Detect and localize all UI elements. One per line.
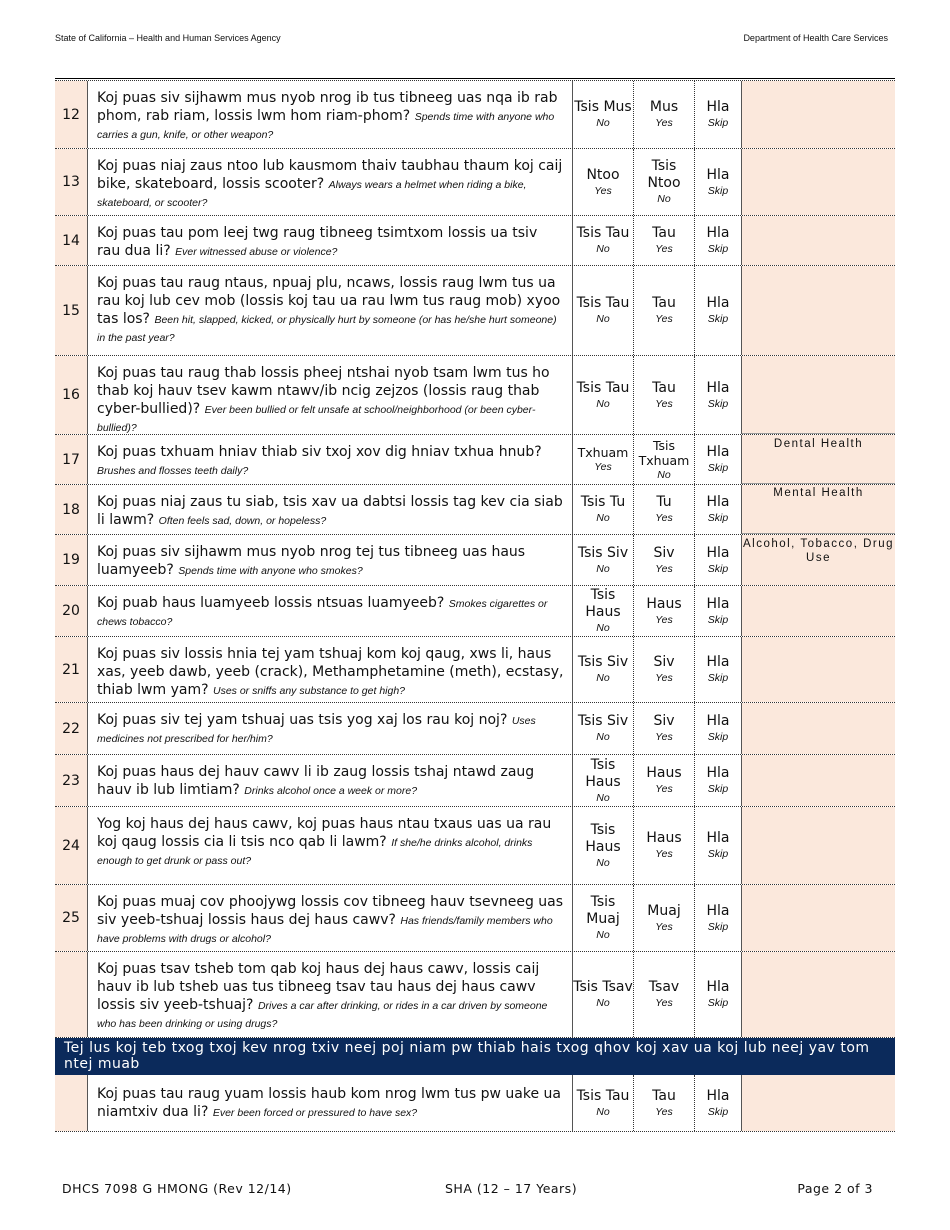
option-english: Skip [707, 512, 729, 524]
table-row [55, 807, 895, 885]
option-english: No [596, 929, 610, 941]
option-label: Tsis Ntoo [647, 158, 681, 191]
option-english: Yes [655, 920, 673, 933]
answer-option-1[interactable] [573, 703, 634, 754]
option-english: Skip [707, 117, 729, 129]
question-hmong: Koj puas tau raug yuam lossis haub kom nrog lwm tus pw uake ua niamtxiv dua li? [97, 1086, 561, 1120]
question-hmong: Koj puas niaj zaus ntoo lub kausmom thaiv taubhau thaum koj caij bike, skateboard, lossis scooter? [97, 158, 563, 192]
option-english: No [596, 512, 610, 524]
option-label: Tau [652, 295, 676, 311]
option-label: Hla [706, 713, 730, 729]
table-row [55, 885, 895, 952]
answer-option-1[interactable] [573, 586, 634, 636]
question-cell [88, 216, 573, 265]
option-label: Siv [653, 713, 675, 729]
table-row [55, 80, 895, 149]
option-english: Yes [655, 672, 673, 684]
option-label: Tau [652, 379, 676, 396]
option-english: Skip [707, 731, 729, 743]
question-cell [88, 637, 573, 702]
footer-form-id: DHCS 7098 G HMONG (Rev 12/14) [62, 1181, 292, 1196]
header-department: Department of Health Care Services [743, 33, 888, 43]
option-label: Tsis Haus [585, 587, 621, 620]
option-english: Yes [655, 613, 673, 626]
answer-option-2[interactable] [634, 952, 695, 1037]
question-hmong: Koj puas haus dej hauv cawv li ib zaug lossis tshaj ntawd zaug hauv ib lub limtiam? [97, 764, 535, 798]
option-english: No [596, 243, 610, 255]
option-english: Yes [655, 848, 673, 860]
option-label: Hla [706, 544, 730, 561]
question-cell [88, 885, 573, 951]
option-label: Hla [706, 225, 730, 241]
option-english: Yes [655, 997, 673, 1009]
table-row [55, 637, 895, 703]
category-column [742, 807, 895, 884]
option-label: Haus [646, 765, 682, 781]
answer-option-2[interactable] [634, 637, 695, 702]
question-cell [88, 952, 573, 1037]
option-label: Hla [706, 902, 730, 919]
section-banner: Tej lus koj teb txog txoj kev nrog txiv neej poj niam pw thiab hais txog qhov koj xav ua koj lub neej yav tom ntej muab [55, 1038, 895, 1075]
answer-option-2[interactable] [634, 703, 695, 754]
question-number: 14 [55, 216, 88, 265]
answer-option-skip[interactable] [695, 81, 742, 148]
table-row [55, 266, 895, 356]
option-label: Tau [652, 1087, 676, 1104]
option-english: Yes [655, 397, 673, 410]
category-column [742, 266, 895, 355]
answer-option-1[interactable] [573, 356, 634, 434]
answer-option-skip[interactable] [695, 885, 742, 951]
option-english: Skip [707, 243, 729, 255]
category-column [742, 703, 895, 754]
category-column [742, 755, 895, 806]
question-english: Ever witnessed abuse or violence? [175, 246, 338, 258]
option-english: Skip [707, 313, 729, 325]
question-cell [88, 266, 573, 355]
question-hmong: Koj puas niaj zaus tu siab, tsis xav ua dabtsi lossis tag kev cia siab li lawm? [97, 494, 563, 528]
answer-option-1[interactable] [573, 885, 634, 951]
question-hmong: Koj puas tsav tsheb tom qab koj haus dej haus cawv, lossis caij hauv ib lub tsheb uas tus tibneeg tsav tau haus dej haus cawv lossis siv yeeb-tshuaj? [97, 961, 540, 1013]
option-english: Yes [655, 313, 673, 325]
option-english: Yes [655, 1105, 673, 1118]
option-english: Skip [707, 1105, 729, 1118]
option-label: Tsis Tu [580, 494, 626, 510]
question-english: Smokes cigarettes or chews tobacco? [97, 598, 548, 628]
question-number: 18 [55, 485, 88, 534]
question-hmong: Koj puab haus luamyeeb lossis ntsuas luamyeeb? [97, 595, 445, 611]
option-english: No [657, 468, 671, 481]
answer-option-2[interactable] [634, 81, 695, 148]
answer-option-2[interactable] [634, 586, 695, 636]
question-hmong: Koj puas siv lossis hnia tej yam tshuaj kom koj qaug, xws li, haus xas, yeeb dawb, yeeb (crack), Methamphetamine (meth), ecstasy, thiab lwm yam? [97, 646, 564, 698]
option-english: Skip [707, 783, 729, 795]
option-label: Tsis Tau [576, 295, 630, 311]
answer-option-2[interactable] [634, 1075, 695, 1131]
question-number: 20 [55, 586, 88, 636]
answer-option-skip[interactable] [695, 149, 742, 215]
answer-option-2[interactable] [634, 216, 695, 265]
option-label: Hla [706, 979, 730, 995]
question-number: 16 [55, 356, 88, 434]
question-hmong: Koj puas muaj cov phoojywg lossis cov tibneeg hauv tsevneeg uas siv yeeb-tshuaj lossis haus dej haus cawv? [97, 894, 564, 928]
question-number: 22 [55, 703, 88, 754]
question-english: Spends time with anyone who smokes? [178, 565, 363, 577]
answer-option-skip[interactable] [695, 485, 742, 534]
question-hmong: Koj puas siv sijhawm mus nyob nrog tej tus tibneeg uas haus luamyeeb? [97, 544, 526, 578]
answer-option-2[interactable] [634, 356, 695, 434]
option-label: Muaj [647, 902, 681, 919]
option-label: Hla [706, 595, 730, 612]
option-english: Skip [707, 920, 729, 933]
question-number: 25 [55, 885, 88, 951]
option-english: Yes [655, 243, 673, 255]
table-row [55, 1075, 895, 1132]
answer-option-skip[interactable] [695, 703, 742, 754]
option-label: Tsis Siv [577, 544, 629, 561]
answer-option-skip[interactable] [695, 356, 742, 434]
option-english: No [596, 731, 610, 743]
option-label: Tsis Tsav [573, 979, 633, 995]
answer-option-2[interactable] [634, 435, 695, 484]
option-english: No [596, 117, 610, 129]
option-label: Tsis Tau [576, 379, 630, 396]
header-agency: State of California – Health and Human Services Agency [55, 33, 281, 43]
option-label: Tsav [648, 979, 680, 995]
answer-option-skip[interactable] [695, 266, 742, 355]
option-english: Skip [707, 997, 729, 1009]
question-english: Spends time with anyone who carries a gun, knife, or other weapon? [97, 111, 555, 141]
option-label: Tu [656, 494, 672, 510]
question-cell [88, 81, 573, 148]
option-english: Yes [594, 461, 612, 473]
question-number: 13 [55, 149, 88, 215]
option-label: Hla [706, 379, 730, 396]
category-column [742, 1075, 895, 1131]
option-label: Tau [652, 225, 676, 241]
question-number [55, 1075, 88, 1131]
category-mental-health: Mental Health [773, 487, 864, 499]
question-number: 21 [55, 637, 88, 702]
question-english: Drives a car after drinking, or rides in a car driven by someone who has been drinking or using drugs? [97, 1000, 548, 1030]
footer-form-title: SHA (12 – 17 Years) [445, 1181, 578, 1196]
option-label: Tsis Muaj [586, 894, 620, 927]
option-label: Tsis Txhuam [638, 437, 690, 468]
question-english: Uses or sniffs any substance to get high? [212, 685, 406, 697]
answer-option-2[interactable] [634, 485, 695, 534]
question-cell [88, 703, 573, 754]
option-english: No [596, 1105, 610, 1118]
question-hmong: Koj puas txhuam hniav thiab siv txoj xov dig hniav txhua hnub? [97, 444, 542, 460]
option-label: Hla [706, 1087, 730, 1104]
answer-option-2[interactable] [634, 807, 695, 884]
answer-option-1[interactable] [573, 81, 634, 148]
question-number: 17 [55, 435, 88, 484]
option-label: Hla [706, 295, 730, 311]
option-english: No [596, 997, 610, 1009]
question-hmong: Koj puas tau raug ntaus, npuaj plu, ncaws, lossis raug lwm tus ua rau koj lub cev mob (lossis koj tau ua rau lwm tus raug mob) xyoo tas los? [97, 275, 561, 327]
option-english: Yes [655, 562, 673, 575]
question-number: 12 [55, 81, 88, 148]
table-row [55, 703, 895, 755]
option-label: Hla [706, 765, 730, 781]
option-english: No [596, 791, 610, 804]
question-cell [88, 755, 573, 806]
answer-option-1[interactable] [573, 1075, 634, 1131]
table-row [55, 755, 895, 807]
answer-option-2[interactable] [634, 755, 695, 806]
question-english: Has friends/family members who have problems with drugs or alcohol? [97, 915, 553, 945]
question-english: Brushes and flosses teeth daily? [97, 465, 249, 477]
question-cell [88, 535, 573, 585]
option-english: Skip [707, 462, 729, 474]
question-cell [88, 149, 573, 215]
option-english: Skip [707, 672, 729, 684]
option-label: Haus [646, 830, 682, 846]
answer-option-1[interactable] [573, 266, 634, 355]
table-row [55, 216, 895, 266]
option-english: Yes [594, 184, 612, 197]
option-label: Hla [706, 99, 730, 115]
option-english: No [596, 562, 610, 575]
option-label: Tsis Haus [585, 821, 621, 855]
header-rule [55, 78, 895, 79]
option-english: Skip [707, 562, 729, 575]
answer-option-skip[interactable] [695, 637, 742, 702]
question-english: Uses medicines not prescribed for her/him? [97, 715, 536, 745]
answer-option-skip[interactable] [695, 435, 742, 484]
option-label: Hla [706, 444, 730, 460]
category-column [742, 885, 895, 951]
question-number: 23 [55, 755, 88, 806]
category-dental-health: Dental Health [773, 438, 864, 450]
option-label: Siv [653, 654, 675, 670]
answer-option-1[interactable] [573, 535, 634, 585]
answer-option-skip[interactable] [695, 755, 742, 806]
option-english: No [596, 313, 610, 325]
category-column [742, 356, 895, 434]
question-english: Often feels sad, down, or hopeless? [158, 515, 327, 527]
option-english: No [596, 856, 610, 869]
question-english: Been hit, slapped, kicked, or physically hurt by someone (or has he/she hurt someone) in the past year? [97, 314, 557, 344]
question-english: Drinks alcohol once a week or more? [244, 785, 418, 797]
question-hmong: Yog koj haus dej haus cawv, koj puas haus ntau txaus uas ua rau koj qaug lossis cia li tsis nco qab li lawm? [97, 816, 552, 850]
category-alcohol-tobacco-drug: Alcohol, Tobacco, Drug Use [742, 538, 895, 564]
question-cell [88, 586, 573, 636]
question-cell [88, 1075, 573, 1131]
option-english: No [596, 622, 610, 634]
answer-option-1[interactable] [573, 216, 634, 265]
answer-option-skip[interactable] [695, 952, 742, 1037]
answer-option-2[interactable] [634, 885, 695, 951]
category-column [742, 637, 895, 702]
option-label: Hla [706, 830, 730, 846]
option-label: Mus [649, 99, 679, 115]
option-label: Tsis Mus [574, 99, 632, 115]
option-english: Skip [707, 613, 729, 626]
answer-option-skip[interactable] [695, 586, 742, 636]
answer-option-2[interactable] [634, 149, 695, 215]
option-label: Haus [646, 595, 682, 612]
answer-option-1[interactable] [573, 807, 634, 884]
question-hmong: Koj puas tau pom leej twg raug tibneeg tsimtxom lossis ua tsiv rau dua li? [97, 225, 538, 259]
option-label: Tsis Tau [576, 225, 630, 241]
table-row [55, 586, 895, 637]
answer-option-skip[interactable] [695, 535, 742, 585]
question-english: If she/he drinks alcohol, drinks enough to get drunk or pass out? [97, 837, 533, 867]
option-english: Skip [707, 397, 729, 410]
answer-option-1[interactable] [573, 485, 634, 534]
option-english: No [596, 672, 610, 684]
answer-option-skip[interactable] [695, 216, 742, 265]
option-english: Skip [707, 848, 729, 860]
question-cell [88, 485, 573, 534]
option-label: Hla [706, 494, 730, 510]
table-row [55, 356, 895, 435]
option-english: Yes [655, 117, 673, 129]
answer-option-1[interactable] [573, 952, 634, 1037]
option-english: Yes [655, 731, 673, 743]
answer-option-skip[interactable] [695, 807, 742, 884]
question-cell [88, 356, 573, 434]
question-hmong: Koj puas siv sijhawm mus nyob nrog ib tus tibneeg uas nqa ib rab phom, rab riam, lossis lwm hom riam-phom? [97, 90, 558, 124]
question-number [55, 952, 88, 1037]
answer-option-2[interactable] [634, 266, 695, 355]
option-label: Txhuam [577, 445, 629, 460]
answer-option-1[interactable] [573, 637, 634, 702]
option-english: No [657, 193, 671, 205]
category-column [742, 586, 895, 636]
question-number: 19 [55, 535, 88, 585]
question-hmong: Koj puas siv tej yam tshuaj uas tsis yog xaj los rau koj noj? [97, 712, 508, 728]
option-english: Skip [707, 184, 729, 197]
answer-option-1[interactable] [573, 435, 634, 484]
option-label: Hla [706, 654, 730, 670]
questionnaire-table-section2 [55, 1075, 895, 1132]
footer-page-number: Page 2 of 3 [797, 1181, 873, 1196]
option-english: Yes [655, 512, 673, 524]
option-label: Tsis Siv [577, 654, 629, 670]
category-column [742, 149, 895, 215]
question-cell [88, 435, 573, 484]
category-column [742, 216, 895, 265]
question-english: Ever been forced or pressured to have sex? [212, 1107, 418, 1119]
question-english: Ever been bullied or felt unsafe at school/neighborhood (or been cyber-bullied)? [97, 404, 536, 434]
answer-option-1[interactable] [573, 149, 634, 215]
option-label: Tsis Tau [576, 1087, 630, 1104]
option-label: Siv [653, 544, 675, 561]
option-label: Tsis Haus [585, 756, 621, 790]
option-label: Ntoo [586, 166, 620, 183]
answer-option-2[interactable] [634, 535, 695, 585]
table-row [55, 952, 895, 1038]
answer-option-1[interactable] [573, 755, 634, 806]
question-cell [88, 807, 573, 884]
category-column [742, 952, 895, 1037]
option-label: Tsis Siv [577, 713, 629, 729]
question-number: 15 [55, 266, 88, 355]
question-english: Always wears a helmet when riding a bike, skateboard, or scooter? [97, 179, 527, 209]
table-row [55, 149, 895, 216]
question-hmong: Koj puas tau raug thab lossis pheej ntshai nyob tsam lwm tus ho thab koj hauv tsev kawm ntawv/ib ncig zejzos (lossis raug thab cyber-bullied)? [97, 365, 550, 417]
question-number: 24 [55, 807, 88, 884]
answer-option-skip[interactable] [695, 1075, 742, 1131]
option-english: No [596, 397, 610, 410]
option-english: Yes [655, 783, 673, 795]
option-label: Hla [706, 166, 730, 183]
category-column [742, 81, 895, 148]
